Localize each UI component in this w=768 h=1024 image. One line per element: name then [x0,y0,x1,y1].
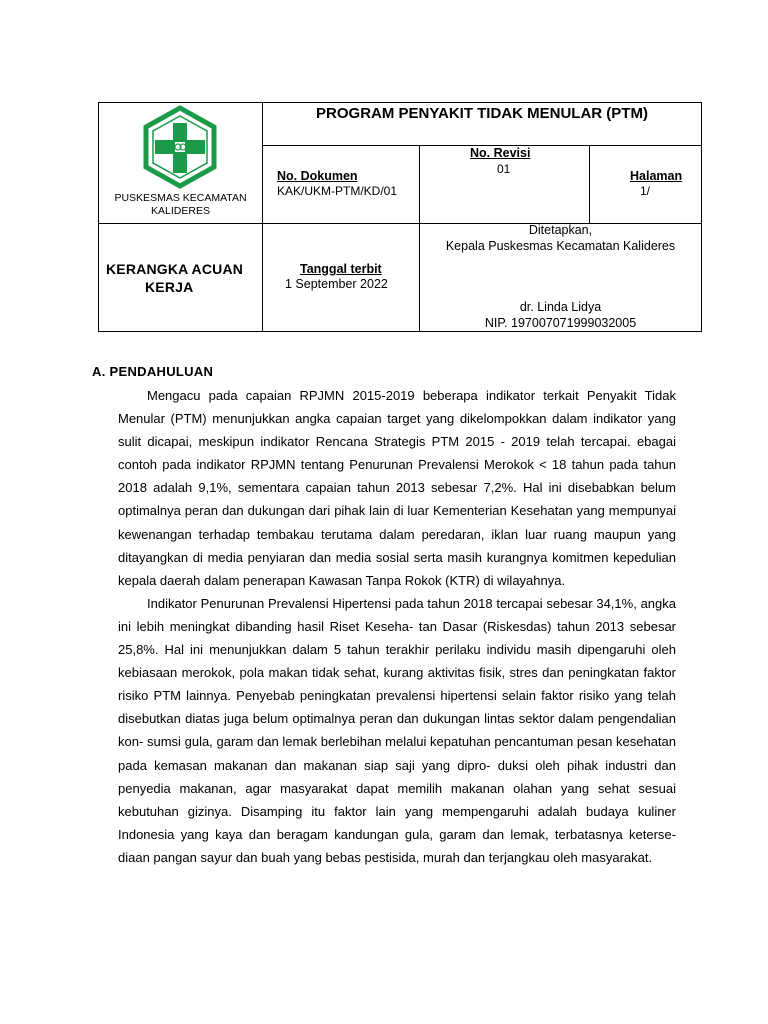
page-label: Halaman [630,169,683,183]
document-number-value: KAK/UKM-PTM/KD/01 [277,184,398,198]
section-body [118,384,676,869]
table-divider [262,103,263,331]
signatory-block [419,299,702,331]
puskesmas-logo-icon [142,105,218,189]
document-header-table [98,102,702,332]
issue-date-label: Tanggal terbit [300,262,382,276]
page-value: 1/ [640,184,651,198]
approval-block [419,222,702,254]
paragraph: Indikator Penurunan Prevalensi Hipertensi pada tahun 2018 tercapai sebesar 34,1%, angka ini lebih meningkat dibanding hasil Riset Keseha- tan Dasar (Riskesdas) tahun 2013 sebesar 25,8%. Hal ini menunjukkan dalam 5 tahun terakhir perilaku individu masih dipengaruhi oleh kebiasaan merokok, pola makan tidak sehat, kurang aktivitas fisik, stres dan peningkatan faktor risiko PTM lainnya. Penyebab peningkatan prevalensi hipertensi selain faktor risiko yang telah disebutkan diatas juga belum optimalnya peran dan dukungan lintas sektor dalam pengendalian kon- sumsi gula, garam dan lemak berlebihan melalui kepatuhan pencantuman pesan kesehatan pada kemasan makanan dan makanan siap saji yang dipro- duksi oleh pihak industri dan penyedia makanan, agar masyarakat dapat memilih makanan olahan yang sehat sesuai kebutuhan gizinya. Disamping itu faktor lain yang mempengaruhi adalah budaya kuliner Indonesia yang kaya dan beragam kandungan gula, garam dan lemak, terbatasnya keterse- diaan pangan sayur dan buah yang bebas pestisida, murah dan terjangkau oleh masyarakat. [118,595,676,865]
organization-name-line: PUSKESMAS KECAMATAN [114,192,247,204]
program-title: PROGRAM PENYAKIT TIDAK MENULAR (PTM) [316,105,648,122]
section-heading: A. PENDAHULUAN [92,364,214,379]
signatory-name: dr. Linda Lidya [519,300,602,314]
organization-name-line: KALIDERES [151,205,210,217]
document-type-line: KERJA [145,279,194,295]
revision-label: No. Revisi [470,146,531,160]
revision-value: 01 [497,162,511,176]
approval-label: Ditetapkan, [528,223,593,237]
table-divider [589,145,590,223]
organization-name [99,192,262,218]
document-type-title [106,260,262,296]
paragraph: Mengacu pada capaian RPJMN 2015-2019 beberapa indikator terkait Penyakit Tidak Menular (PTM) menunjukkan angka capaian target yang dikelompokkan dalam indikator yang sulit dicapai, meskipun indikator Rencana Strategis PTM 2015 - 2019 telah tercapai. ebagai contoh pada indikator RPJMN tentang Penurunan Prevalensi Merokok < 18 tahun pada tahun 2018 adalah 9,1%, sementara capaian tahun 2013 sebesar 7,2%. Hal ini disebabkan belum optimalnya peran dan dukungan dari pihak lain di luar Kementerian Kesehatan yang mempunyai kewenangan terhadap tembakau terutama dalam peredaran, iklan luar ruang maupun yang ditayangkan di media penyiaran dan media sosial serta masih kurangnya komitmen kepedulian kepala daerah dalam penerapan Kawasan Tanpa Rokok (KTR) di wilayahnya. [118,388,676,588]
approver-title: Kepala Puskesmas Kecamatan Kalideres [445,239,676,253]
signatory-nip: NIP. 197007071999032005 [484,316,637,330]
document-number-cell [277,169,358,183]
issue-date-value: 1 September 2022 [285,277,388,291]
document-type-line: KERANGKA ACUAN [106,261,244,277]
document-number-label: No. Dokumen [277,169,358,183]
